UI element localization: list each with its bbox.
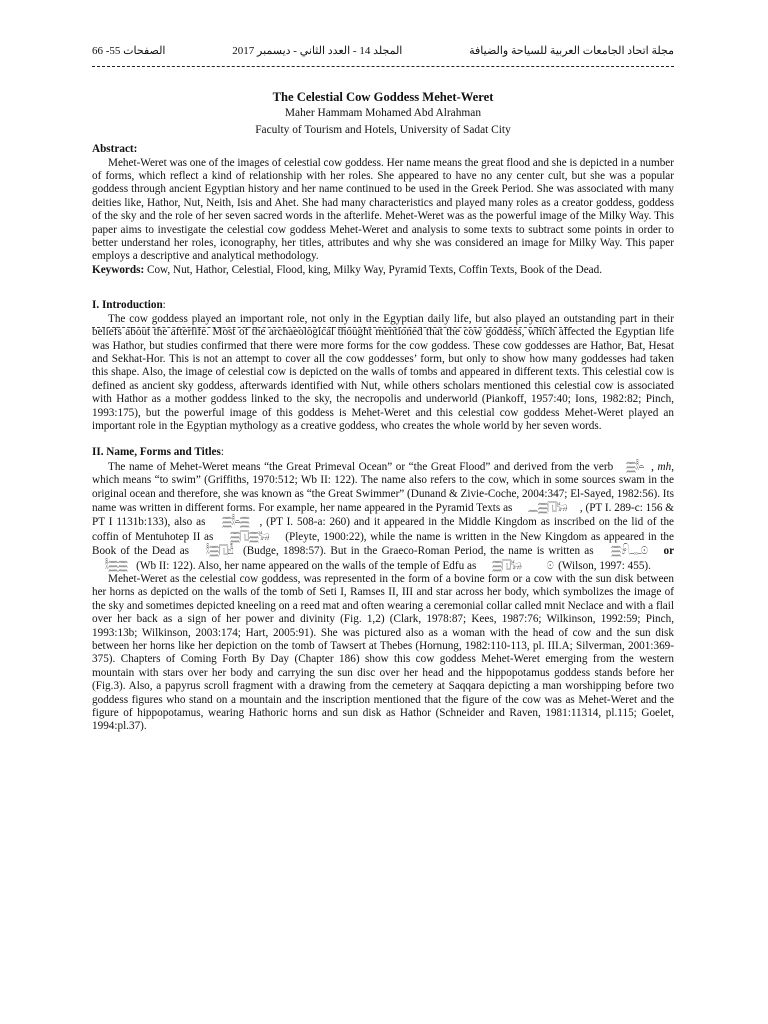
hieroglyph-edfu: 𓈗𓉔𓃒 <box>491 558 522 572</box>
intro-heading-text: I. Introduction <box>92 299 163 312</box>
article-title: The Celestial Cow Goddess Mehet-Weret <box>272 90 494 104</box>
header-journal-name: مجلة اتحاد الجامعات العربية للسياحة والضيافة <box>469 45 674 57</box>
section2-heading <box>92 446 674 459</box>
section2-paragraph-2: Mehet-Weret as the celestial cow goddess, was represented in the form of a bovine form or a cow with the sun disk between her horns as depicted on the walls of the tomb of Seti I, Ramses II, III and star across her body, which symbolizes the image of the sky and sometimes depicted kneeling on a reed mat and often wearing a ceremonial collar called mnit Neclace and with a flail over her back as a sign of her power and divinity (Fig. 1,2) (Clark, 1978:87; Kees, 1987:76; Wilkinson, 1992:59; Pinch, 1993:13b; Wilkinson, 2003:174; Hart, 2005:91). She was pictured also as a woman with the head of cow and the sun disk between her horns like her depiction on the tomb of Tawsert at Thebes (Hornung, 1982:110-113, pl. III.A; Silverman, 2001:369-375). Chapters of Coming Forth By Day (Chapter 186) show this cow goddess Mehet-Weret emerging from the western mountain with stars over her body and carrying the sun disc over her head and the hippopotamus goddess stands before her (Fig.3). Also, a papyrus scroll fragment with a drawing from the cemetery at Saqqara depicting a man worshipping before two goddess figures who stand on a mountain and the inscription mentioned that the figure of the cow was as Mehet-Weret and the figure of hippopotamus, wearing Hathoric horns and sun disk as Hathor (Schneider and Raven, 1981:11314, pl.115; Goelet, 1994:pl.37). <box>92 573 674 733</box>
s2p1-text-g: (Budge, 1898:57). But in the Graeco-Roman Period, the name is written as <box>243 545 598 558</box>
header-divider <box>92 66 674 67</box>
intro-text: The cow goddess played an important role, not only in the Egyptian daily life, but also played an outstanding part in their beliefs about the afterlife. Most of the archaeological thought mentioned that the cow goddess, which affected the Egyptian life was Hathor, but studies confirmed that there were more forms for the cow goddess. These cow goddesses are Hathor, Bat, Hesat and Sekhat-Hor. This is not an attempt to cover all the cow goddesses’ form, but only to show how many goddesses had taken this shape. Also, the image of celestial cow is depicted on the walls of tombs and appeared in different texts. This celestial cow is defined as ancient sky goddess, afterwards identified with Nut, while others scholars mentioned this celestial cow is associated with Hathor as a mother goddess linked to the sky, the necropolis and underworld (Piankoff, 1957:40; Ions, 1982:82; Pinch, 1993:175), but the powerful image of this goddess is Mehet-Weret and this celestial cow goddess Mehet-Weret played an important role in the Egyptian mythology as a creative goddess, who creates the whole world by her seven words. <box>92 312 674 432</box>
abstract-heading: Abstract: <box>92 143 138 156</box>
s2p1-text-e: , (PT I. 508-a: 260) and it appeared in the Middle Kingdom as inscribed on the lid of the coffin of Mentuhotep II as <box>92 516 675 543</box>
hieroglyph-bod: 𓎛𓈗𓉔𓁐 <box>206 544 234 558</box>
section2-heading-text: II. Name, Forms and Titles <box>92 446 221 459</box>
hieroglyph-mh: 𓈗𓎛𓏏 <box>626 459 644 473</box>
intro-heading <box>92 299 674 312</box>
s2p1-text-f: (Pleyte, 1900:22), while the name is written in the New Kingdom as appeared in the Book of the Dead as <box>92 530 674 558</box>
hieroglyph-graeco-2: 𓎛𓈗𓈗 <box>104 558 128 572</box>
abstract-text: Mehet-Weret was one of the images of celestial cow goddess. Her name means the great flood and she is depicted in a number of forms, which reflect a kind of relationship with her roles. She appeared to have no any center cult, but she was a popular goddess through ancient Egyptian history and her name continued to be used in the Greek Period. She was associated with many deities like, Hathor, Nut, Neith, Isis and Ahet. She had many characteristics and played many roles as a creator goddess, goddess of the sky and the role of her seven sacred words in the afterlife. Mehet-Weret was as the powerful image of the Milky Way. This paper aims to investigate the celestial cow goddess Mehet-Weret and analysis to some texts to subtract some points in order to better understand her roles, iconography, her titles, attributes and why she was considered an image for Milky Way. This paper employs a descriptive and analytical methodology. <box>92 156 674 263</box>
hieroglyph-graeco-1: 𓈗𓍯𓊃𓇳 <box>610 544 647 558</box>
header-pages: الصفحات 55- 66 <box>92 45 166 57</box>
hieroglyph-pt-2: 𓈗𓎛𓏏𓈗 <box>222 515 250 529</box>
s2p1-text-d: , (PT I. 289-c: 156 & PT I 1131b:133), also as <box>92 501 674 529</box>
s2p1-text-i: (Wilson, 1997: 455). <box>558 559 651 572</box>
hieroglyph-coffin: 𓈗𓉔𓈗𓃒 <box>229 529 269 543</box>
s2p1-text-h: (Wb II: 122). Also, her name appeared on the walls of the temple of Edfu as <box>136 559 480 572</box>
keywords-label: Keywords: <box>92 263 145 276</box>
hieroglyph-pt-1: 𓈖𓈗𓉔𓃒 <box>528 500 567 514</box>
intro-heading-colon: : <box>162 299 166 312</box>
running-header <box>92 44 674 60</box>
hieroglyph-edfu-2: 𓇳 <box>547 558 554 572</box>
keywords-text: Cow, Nut, Hathor, Celestial, Flood, king, Milky Way, Pyramid Texts, Coffin Texts, Book of the Dead. <box>144 263 603 276</box>
abstract-spacer <box>92 277 674 299</box>
section-divider <box>92 327 572 328</box>
s2p1-text-a: The name of Mehet-Weret means “the Great Primeval Ocean” or “the Great Flood” and derived from the verb <box>108 460 614 473</box>
section2-paragraph-1 <box>92 460 674 573</box>
s2p1-or: or <box>663 545 675 558</box>
keywords <box>92 264 674 277</box>
author-name: Maher Hammam Mohamed Abd Alrahman <box>284 107 482 120</box>
header-issue: المجلد 14 - العدد الثاني - ديسمبر 2017 <box>232 45 403 57</box>
section2-heading-colon: : <box>220 446 224 459</box>
s2p1-text-c: , which means “to swim” (Griffiths, 1970:512; Wb II: 122). The name also refers to the cow, which in some sources swam in the original ocean and therefore, she was known as “the Great Swimmer” (Dunand & Zivie-Coche, 2004:347; El-Sayed, 1982:56). Its name was written in different forms. For example, her name appeared in the Pyramid Texts as <box>92 460 675 514</box>
s2p1-text-b: , <box>651 460 658 473</box>
author-affiliation: Faculty of Tourism and Hotels, University of Sadat City <box>255 123 511 136</box>
article-body <box>92 91 674 734</box>
s2p1-translit-mh: mh <box>657 460 672 473</box>
